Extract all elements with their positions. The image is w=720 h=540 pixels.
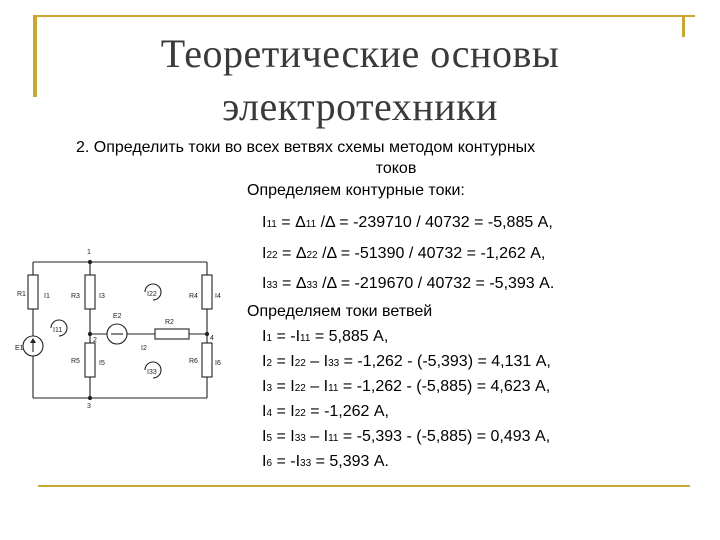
label-i11: I11: [53, 327, 63, 334]
resistor-r3: [85, 275, 95, 309]
label-i5: I5: [99, 360, 105, 367]
contour-eq-1: I11 = Δ11 /Δ = -239710 / 40732 = -5,885 А,: [262, 214, 553, 231]
task-statement: [76, 137, 676, 179]
label-i33: I33: [147, 369, 157, 376]
label-node-2: 2: [93, 337, 97, 344]
contour-heading: Определяем контурные токи:: [247, 182, 465, 199]
node-2: [88, 332, 91, 335]
frame-left-line: [33, 15, 37, 97]
branch-eq-4: I4 = I22 = -1,262 А,: [262, 403, 389, 420]
branch-eq-5: I5 = I33 – I11 = -5,393 - (-5,885) = 0,493 А,: [262, 428, 551, 445]
label-i4: I4: [215, 293, 221, 300]
node-3: [88, 396, 91, 399]
frame-bottom-line: [38, 485, 690, 487]
slide-title-line-2: электротехники: [222, 84, 498, 129]
contour-eq-2: I22 = Δ22 /Δ = -51390 / 40732 = -1,262 А,: [262, 245, 546, 262]
label-r4: R4: [189, 293, 198, 300]
resistor-r4: [202, 275, 212, 309]
resistor-r6: [202, 343, 212, 377]
branch-eq-2: I2 = I22 – I33 = -1,262 - (-5,393) = 4,131 А,: [262, 353, 551, 370]
label-r1: R1: [17, 291, 26, 298]
resistor-r1: [28, 275, 38, 309]
label-i3: I3: [99, 293, 105, 300]
node-1: [88, 260, 91, 263]
label-r3: R3: [71, 293, 80, 300]
label-e2: E2: [113, 313, 122, 320]
resistor-r5: [85, 343, 95, 377]
task-line-1: 2. Определить токи во всех ветвях схемы методом контурных: [76, 139, 536, 156]
label-i2: I2: [141, 345, 147, 352]
label-i22: I22: [147, 291, 157, 298]
task-line-2: токов: [375, 160, 417, 177]
branch-eq-6: I6 = -I33 = 5,393 А.: [262, 453, 389, 470]
label-r6: R6: [189, 358, 198, 365]
label-i1: I1: [44, 293, 50, 300]
label-r5: R5: [71, 358, 80, 365]
branch-eq-3: I3 = I22 – I11 = -1,262 - (-5,885) = 4,623 А,: [262, 378, 551, 395]
slide-title-line-1: Теоретические основы: [160, 31, 560, 76]
label-e1: E1: [15, 345, 24, 352]
label-r2: R2: [165, 319, 174, 326]
branches-heading: Определяем токи ветвей: [247, 303, 433, 320]
contour-eq-3: I33 = Δ33 /Δ = -219670 / 40732 = -5,393 А.: [262, 275, 555, 292]
label-node-4: 4: [210, 335, 214, 342]
frame-top-line: [33, 15, 695, 17]
circuit-diagram: [15, 240, 235, 425]
label-node-3: 3: [87, 403, 91, 410]
resistor-r2: [155, 329, 189, 339]
node-4: [205, 332, 208, 335]
frame-top-right-tick: [682, 15, 685, 37]
label-i6: I6: [215, 360, 221, 367]
branch-eq-1: I1 = -I11 = 5,885 А,: [262, 328, 389, 345]
label-node-1: 1: [87, 249, 91, 256]
